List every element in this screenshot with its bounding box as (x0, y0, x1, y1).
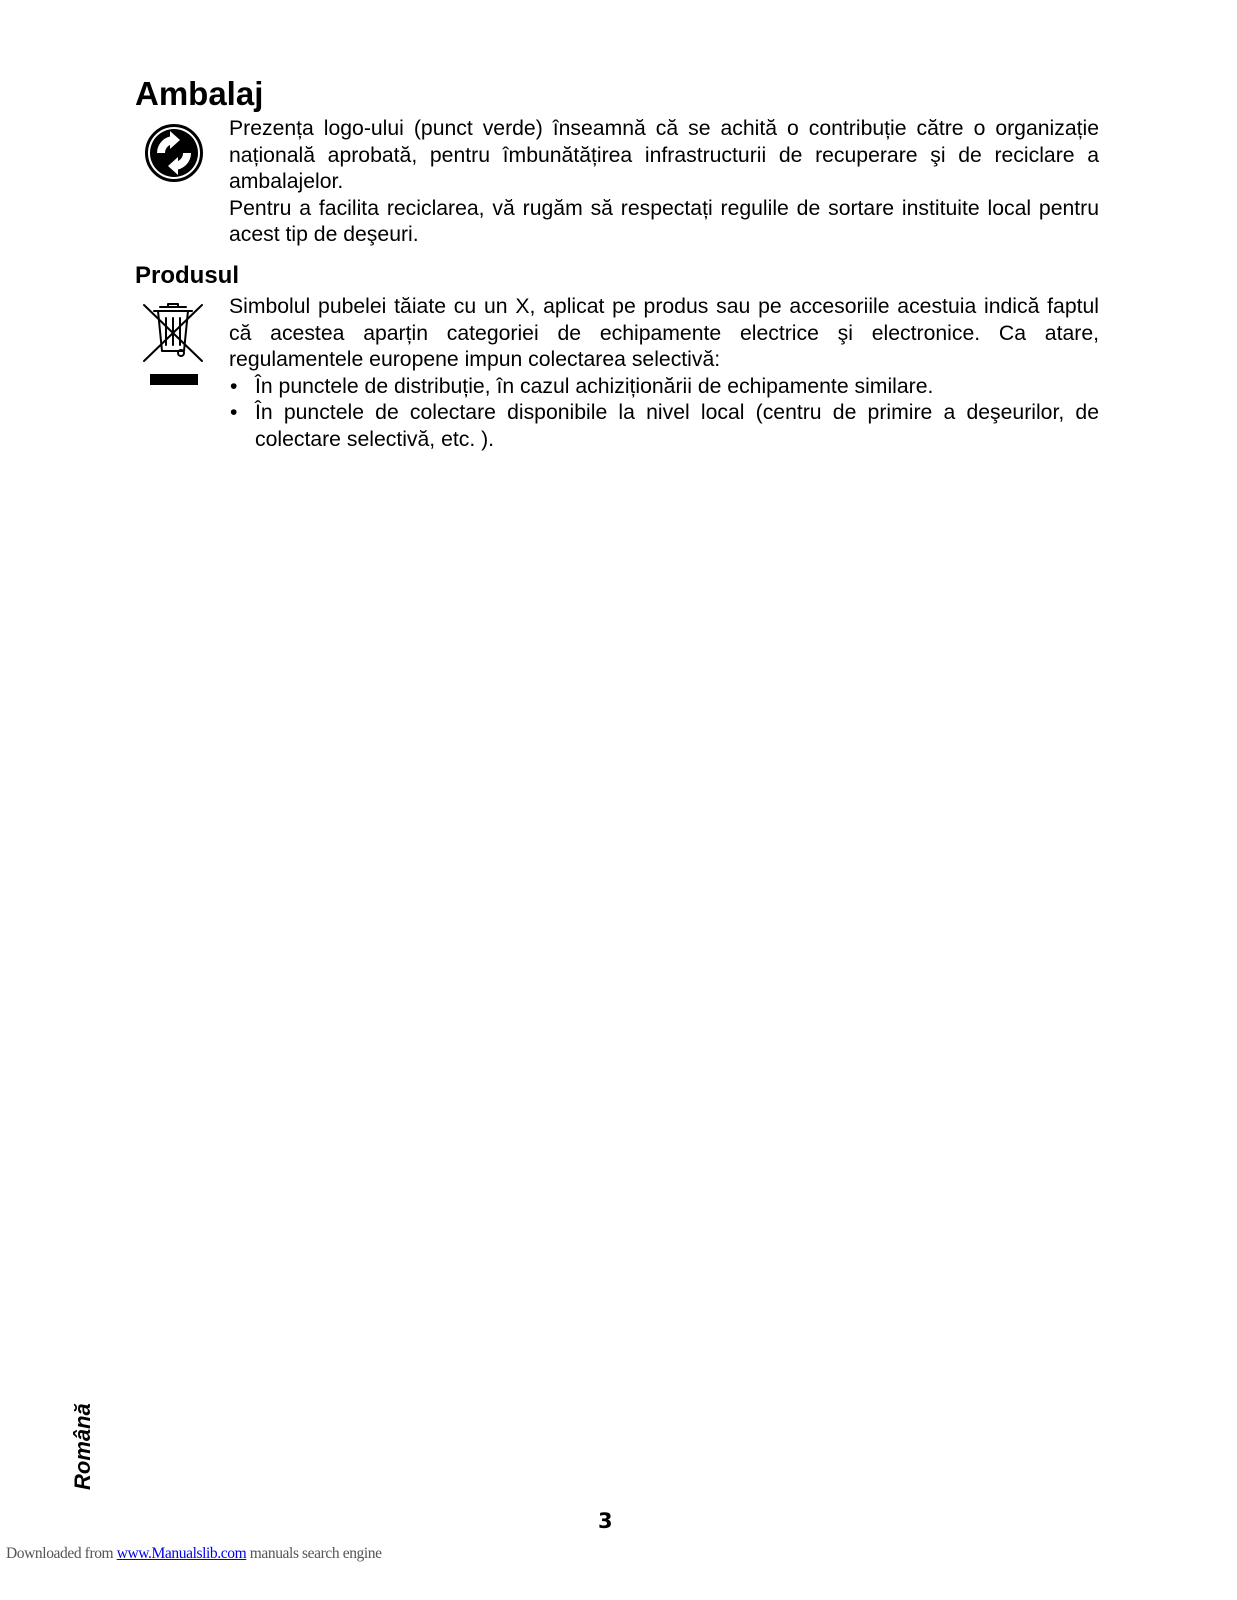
language-side-label: Română (70, 1403, 95, 1490)
bullet-marker: • (230, 374, 238, 398)
manualslib-link[interactable]: www.Manualslib.com (116, 1545, 247, 1562)
section-heading-produsul: Produsul (135, 262, 240, 289)
footer-prefix: Downloaded from (6, 1545, 117, 1562)
list-item (229, 400, 1099, 453)
download-footer (6, 1544, 382, 1564)
footer-suffix: manuals search engine (246, 1545, 382, 1562)
produsul-paragraph-1: Simbolul pubelei tăiate cu un X, aplicat pe produs sau pe accesoriile acestuia indică faptul că acestea aparțin categoriei de echipamente electrice şi electronice. Ca atare, regulamentele europene impun colectarea selectivă: (229, 295, 1099, 371)
bullet-marker: • (230, 401, 238, 424)
produsul-text (229, 294, 1099, 453)
ambalaj-paragraph-1: Prezența logo-ului (punct verde) înseamnă că se achită o contribuție către o organizație națională aprobată, pentru îmbunătățirea infrastructurii de recuperare şi de reciclare a ambalajelor. (229, 117, 1099, 193)
collection-points-list (229, 374, 1099, 454)
list-item-text: În punctele de distribuție, în cazul achiziționării de echipamente similare. (255, 374, 934, 398)
list-item-text: În punctele de colectare disponibile la nivel local (centru de primire a deşeurilor, de colectare selectivă, etc. ). (255, 401, 1099, 451)
ambalaj-paragraph-2: Pentru a facilita reciclarea, vă rugăm să respectați regulile de sortare instituite local pentru acest tip de deşeuri. (229, 196, 1099, 246)
section-heading-ambalaj: Ambalaj (135, 75, 264, 112)
ambalaj-text (229, 116, 1099, 249)
list-item (229, 374, 1099, 401)
page-number: 3 (598, 1509, 613, 1533)
green-dot-recycling-icon (144, 123, 204, 183)
crossed-out-wheelie-bin-icon (142, 303, 206, 391)
